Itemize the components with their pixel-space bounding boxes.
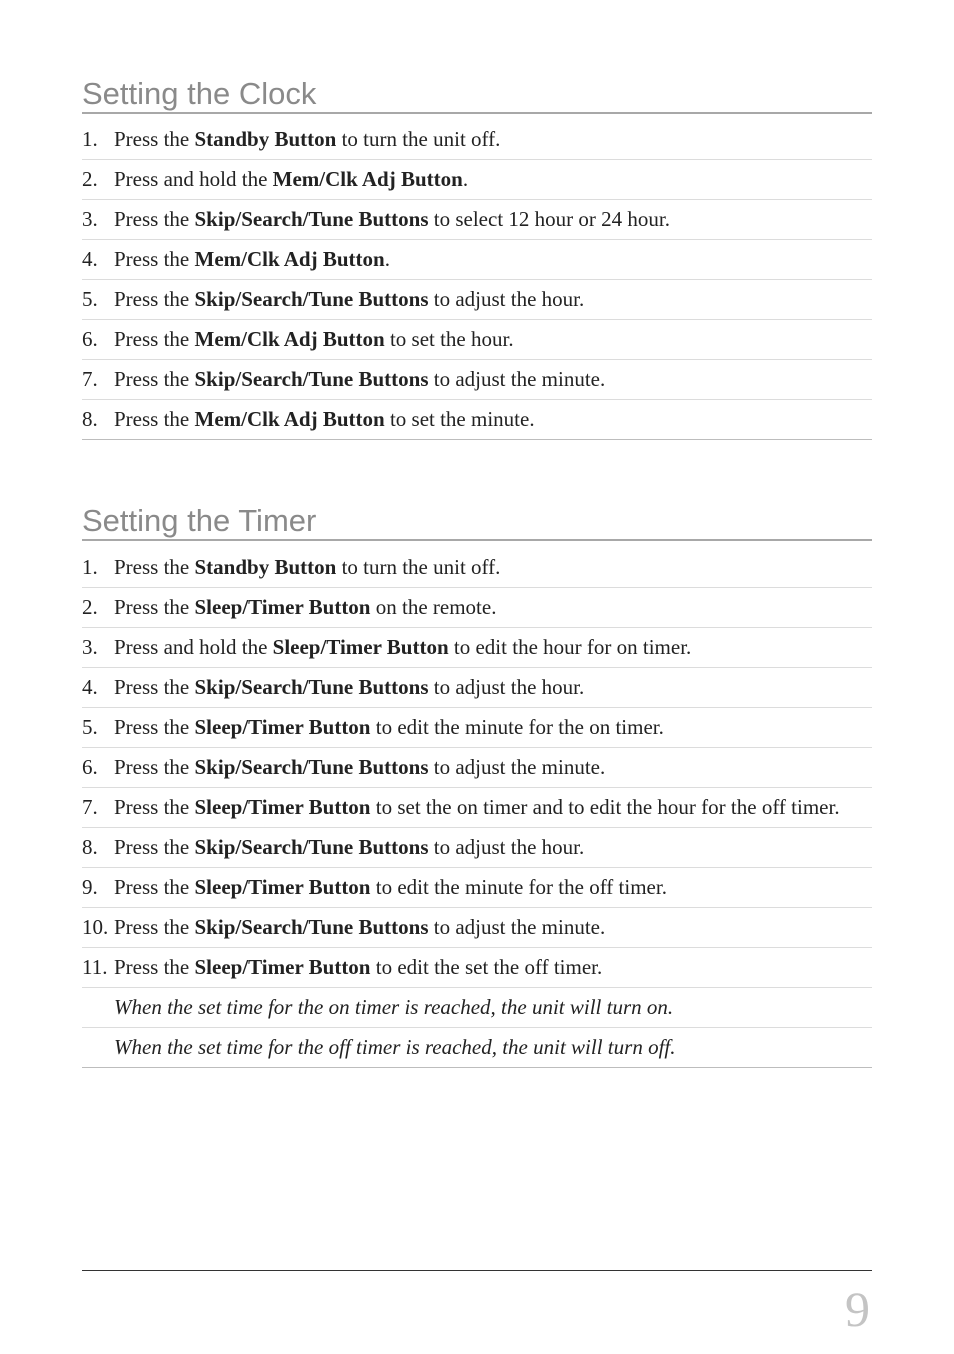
step-text-part: Press the: [114, 407, 195, 431]
step-item: [82, 320, 872, 360]
step-text: [114, 754, 872, 781]
button-name: Skip/Search/Tune Buttons: [194, 207, 429, 231]
timer-steps-list: [82, 548, 872, 1068]
step-text: [114, 874, 872, 901]
step-text-part: to edit the minute for the on timer.: [370, 715, 664, 739]
button-name: Mem/Clk Adj Button: [194, 327, 385, 351]
button-name: Sleep/Timer Button: [194, 795, 371, 819]
step-text: [114, 246, 872, 273]
step-item: [82, 828, 872, 868]
button-name: Standby Button: [194, 555, 337, 579]
step-text-part: Press the: [114, 247, 195, 271]
step-text: [114, 206, 872, 233]
step-number: 6.: [82, 755, 98, 779]
step-text: [114, 634, 872, 661]
step-text-part: to set the minute.: [384, 407, 535, 431]
step-text-part: Press the: [114, 327, 195, 351]
section-title-timer: Setting the Timer: [82, 504, 872, 541]
step-number: 5.: [82, 287, 98, 311]
step-text-part: to adjust the hour.: [428, 675, 585, 699]
step-text-part: Press the: [114, 755, 195, 779]
step-number: 7.: [82, 367, 98, 391]
step-item: [82, 200, 872, 240]
step-item: [82, 280, 872, 320]
button-name: Skip/Search/Tune Buttons: [194, 755, 429, 779]
step-item: [82, 240, 872, 280]
step-text: [114, 714, 872, 741]
button-name: Sleep/Timer Button: [194, 955, 371, 979]
clock-steps-list: [82, 120, 872, 440]
step-text-part: Press the: [114, 955, 195, 979]
step-item: [82, 360, 872, 400]
step-text-part: to adjust the hour.: [428, 287, 585, 311]
step-text: [114, 954, 872, 981]
step-text-part: Press the: [114, 127, 195, 151]
step-text-part: to turn the unit off.: [336, 555, 501, 579]
step-text-part: to adjust the minute.: [428, 915, 606, 939]
step-number: 6.: [82, 327, 98, 351]
button-name: Skip/Search/Tune Buttons: [194, 675, 429, 699]
step-number: 3.: [82, 635, 98, 659]
step-item: [82, 748, 872, 788]
step-text-part: to edit the set the off timer.: [370, 955, 603, 979]
step-number: 1.: [82, 127, 98, 151]
step-number: 1.: [82, 555, 98, 579]
step-item: [82, 160, 872, 200]
step-text-part: Press the: [114, 595, 195, 619]
step-text-part: Press the: [114, 207, 195, 231]
step-number: 3.: [82, 207, 98, 231]
step-number: 8.: [82, 407, 98, 431]
step-text-part: on the remote.: [370, 595, 497, 619]
step-item: [82, 948, 872, 988]
step-number: 2.: [82, 167, 98, 191]
step-item: [82, 400, 872, 440]
step-text-part: .: [384, 247, 390, 271]
step-text-part: Press and hold the: [114, 635, 273, 659]
step-number: 4.: [82, 247, 98, 271]
step-number: 4.: [82, 675, 98, 699]
step-text-part: Press the: [114, 915, 195, 939]
step-text: [114, 406, 872, 433]
step-text-part: to select 12 hour or 24 hour.: [428, 207, 670, 231]
button-name: Sleep/Timer Button: [272, 635, 449, 659]
step-text: [114, 914, 872, 941]
step-text-part: Press the: [114, 835, 195, 859]
step-text: [114, 286, 872, 313]
button-name: Skip/Search/Tune Buttons: [194, 835, 429, 859]
button-name: Skip/Search/Tune Buttons: [194, 287, 429, 311]
button-name: Mem/Clk Adj Button: [194, 247, 385, 271]
step-text: [114, 166, 872, 193]
step-text-part: to edit the hour for on timer.: [448, 635, 692, 659]
step-number: 10.: [82, 915, 109, 939]
step-text: [114, 366, 872, 393]
page-number: 9: [845, 1281, 870, 1337]
step-text-part: Press the: [114, 367, 195, 391]
step-text: [114, 326, 872, 353]
step-text-part: to adjust the minute.: [428, 755, 606, 779]
step-item: [82, 708, 872, 748]
step-text-part: to set the hour.: [384, 327, 514, 351]
button-name: Sleep/Timer Button: [194, 715, 371, 739]
step-text: [114, 594, 872, 621]
button-name: Sleep/Timer Button: [194, 875, 371, 899]
step-text-part: to set the on timer and to edit the hour for the off timer.: [370, 795, 840, 819]
step-text-part: Press the: [114, 715, 195, 739]
button-name: Sleep/Timer Button: [194, 595, 371, 619]
step-text-part: Press the: [114, 555, 195, 579]
step-text-part: Press and hold the: [114, 167, 273, 191]
step-item: [82, 548, 872, 588]
step-text-part: Press the: [114, 287, 195, 311]
section-title-clock: Setting the Clock: [82, 77, 872, 114]
step-number: 7.: [82, 795, 98, 819]
button-name: Skip/Search/Tune Buttons: [194, 915, 429, 939]
step-text-part: to turn the unit off.: [336, 127, 501, 151]
step-number: 5.: [82, 715, 98, 739]
step-text: [114, 834, 872, 861]
step-text-part: to adjust the minute.: [428, 367, 606, 391]
step-text-part: to edit the minute for the off timer.: [370, 875, 667, 899]
step-item: [82, 788, 872, 828]
step-item: [82, 628, 872, 668]
step-item: [82, 908, 872, 948]
step-number: 2.: [82, 595, 98, 619]
step-text: [114, 794, 872, 821]
step-text-part: to adjust the hour.: [428, 835, 585, 859]
step-number: 11.: [82, 955, 108, 979]
step-text-part: .: [462, 167, 469, 191]
button-name: Standby Button: [194, 127, 337, 151]
step-item: [82, 588, 872, 628]
step-text-part: Press the: [114, 875, 195, 899]
button-name: Mem/Clk Adj Button: [272, 167, 463, 191]
step-number: 9.: [82, 875, 98, 899]
step-text-part: Press the: [114, 795, 195, 819]
step-item: [82, 668, 872, 708]
button-name: Skip/Search/Tune Buttons: [194, 367, 429, 391]
step-text-part: Press the: [114, 675, 195, 699]
step-number: 8.: [82, 835, 98, 859]
footer-divider: [82, 1270, 872, 1271]
step-text: [114, 674, 872, 701]
step-text: [114, 554, 872, 581]
timer-note: When the set time for the off timer is reached, the unit will turn off.: [82, 1028, 872, 1068]
step-item: [82, 120, 872, 160]
step-text: [114, 126, 872, 153]
timer-note: When the set time for the on timer is reached, the unit will turn on.: [82, 988, 872, 1028]
step-item: [82, 868, 872, 908]
button-name: Mem/Clk Adj Button: [194, 407, 385, 431]
